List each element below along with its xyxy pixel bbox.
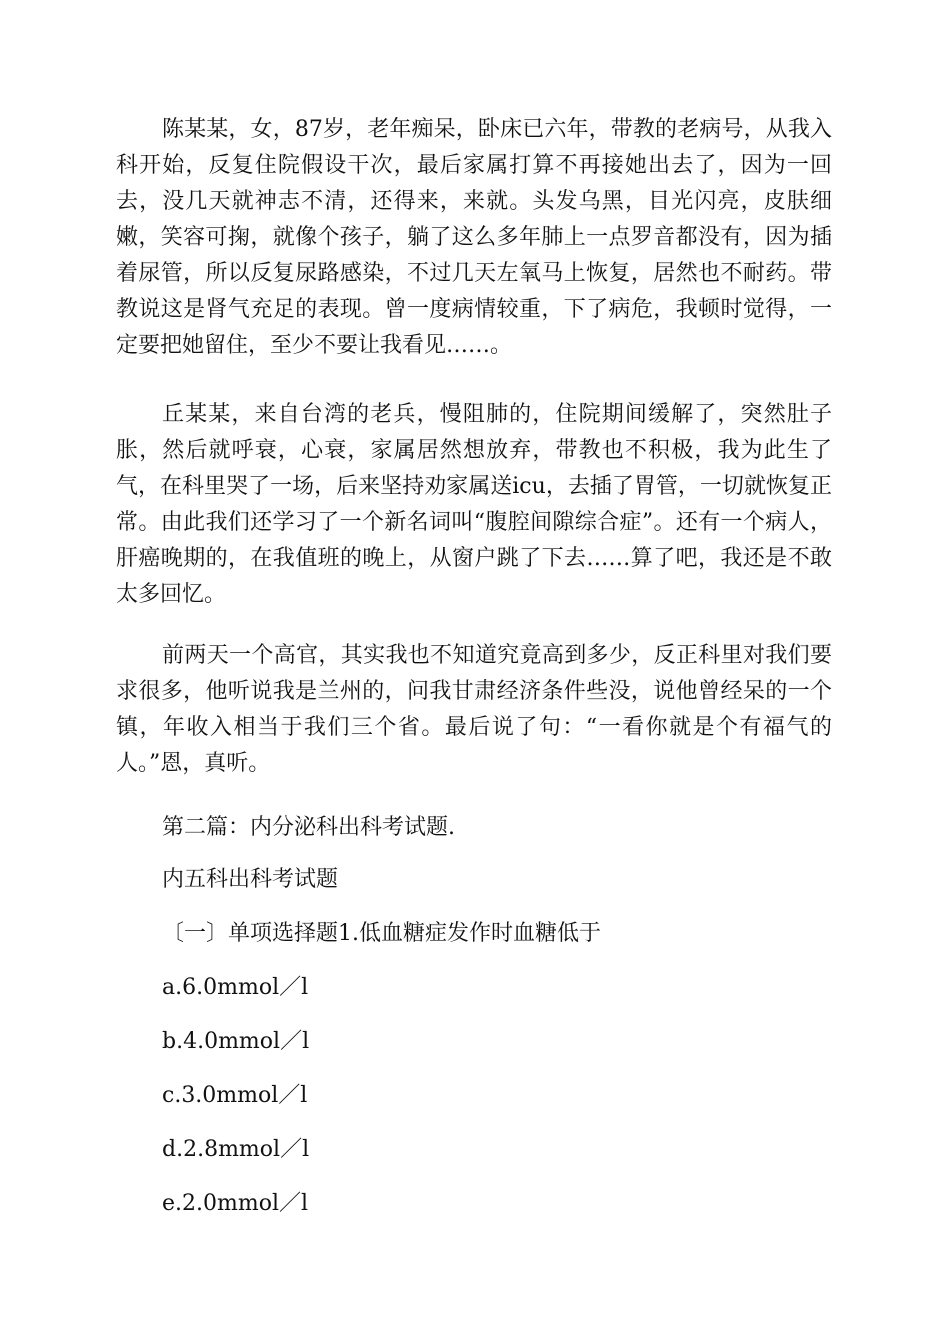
paragraph-patient-qiu: 丘某某，来自台湾的老兵，慢阻肺的，住院期间缓解了，突然肚子胀，然后就呼衰，心衰，家属居然想放弃，带教也不积极，我为此生了气，在科里哭了一场，后来坚持劝家属送icu，去插了胃管，一切就恢复正常。由此我们还学习了一个新名词叫“腹腔间隙综合症”。还有一个病人，肝癌晚期的，在我值班的晚上，从窗户跳了下去……算了吧，我还是不敢太多回忆。: [116, 402, 832, 607]
paragraph-patient-chen: 陈某某，女，87岁，老年痴呆，卧床已六年，带教的老病号，从我入科开始，反复住院假设干次，最后家属打算不再接她出去了，因为一回去，没几天就神志不清，还得来，来就。头发乌黑，目光闪亮，皮肤细嫩，笑容可掬，就像个孩子，躺了这么多年肺上一点罗音都没有，因为插着尿管，所以反复尿路感染，不过几天左氧马上恢复，居然也不耐药。带教说这是肾气充足的表现。曾一度病情较重，下了病危，我顿时觉得，一定要把她留住，至少不要让我看见……。: [116, 117, 832, 358]
option-d: d.2.8mmol／l: [162, 1137, 310, 1162]
paragraph-official: 前两天一个高官，其实我也不知道究竟高到多少，反正科里对我们要求很多，他听说我是兰州的，问我甘肃经济条件些没，说他曾经呆的一个镇，年收入相当于我们三个省。最后说了句：“一看你就是个有福气的人。”恩，真听。: [116, 643, 832, 776]
question-1: 〔一〕单项选择题1.低血糖症发作时血糖低于: [162, 921, 601, 946]
option-e: e.2.0mmol／l: [162, 1191, 309, 1216]
exam-subtitle: 内五科出科考试题: [162, 867, 339, 892]
option-c: c.3.0mmol／l: [162, 1083, 308, 1108]
section-title: 第二篇：内分泌科出科考试题.: [162, 815, 455, 840]
option-b: b.4.0mmol／l: [162, 1029, 310, 1054]
option-a: a.6.0mmol／l: [162, 975, 309, 1000]
